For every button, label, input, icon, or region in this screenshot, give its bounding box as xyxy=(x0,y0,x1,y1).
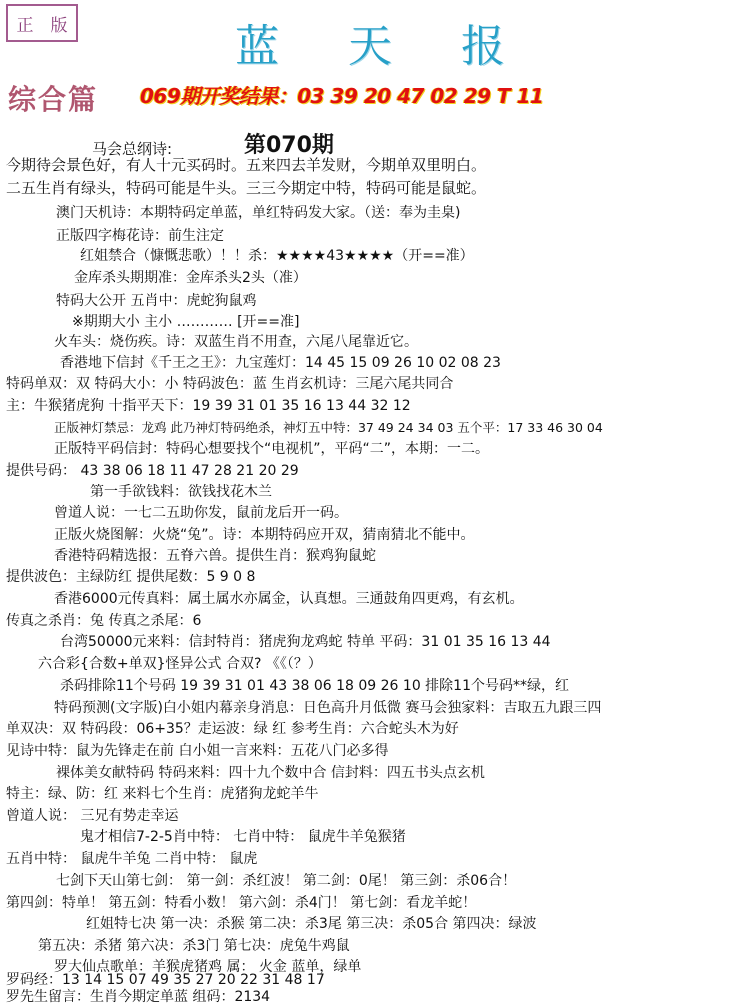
text-line: 红姐禁合（慷慨悲歌）！！杀：★★★★43★★★★（开==准） xyxy=(80,248,474,264)
text-line: ※期期大小 主小 ………… [开==准] xyxy=(72,314,300,330)
text-line: 正版神灯禁忌：龙鸡 此乃神灯特码绝杀，神灯五中特：37 49 24 34 03 五个平：17 33 46 30 04 xyxy=(54,420,603,435)
masthead-char-3: 报 xyxy=(461,21,505,72)
text-line: 香港地下信封《千王之王》：九宝莲灯：14 45 15 09 26 10 02 08 23 xyxy=(60,355,501,371)
text-line: 今期待会景色好，有人十元买码时。五来四去羊发财，今期单双里明白。 xyxy=(6,156,487,174)
text-line: 金库杀头期期准：金库杀头2头（准） xyxy=(74,270,307,286)
text-line: 提供号码： 43 38 06 18 11 47 28 21 20 29 xyxy=(6,463,299,479)
text-line: 罗先生留言：生肖今期定单蓝 组码：2134 xyxy=(6,989,271,1005)
text-line: 曾道人说：一七二五助你发，鼠前龙后开一码。 xyxy=(54,505,348,521)
text-line: 杀码排除11个号码 19 39 31 01 43 38 06 18 09 26 10 排除11个号码**绿，红 xyxy=(60,678,569,694)
text-line: 正版火烧图解：火烧“兔”。诗：本期特码应开双，猜南猜北不能中。 xyxy=(54,527,475,543)
text-line: 第一手欲钱料：欲钱找花木兰 xyxy=(90,484,272,500)
text-line: 特主：绿、防：红 来料七个生肖：虎猪狗龙蛇羊牛 xyxy=(6,786,319,802)
masthead-char-2: 天 xyxy=(348,21,392,72)
text-line: 正版特平码信封：特码心想要找个“电视机”，平码“二”，本期：一二。 xyxy=(54,441,490,457)
text-line: 曾道人说： 三兄有势走幸运 xyxy=(6,808,179,824)
masthead-title xyxy=(235,14,505,70)
text-line: 提供波色：主绿防红 提供尾数：5 9 0 8 xyxy=(6,569,256,585)
text-line: 鬼才相信7-2-5肖中特： 七肖中特： 鼠虎牛羊兔猴猪 xyxy=(80,829,406,845)
text-line: 第五决：杀猪 第六决：杀3门 第七决：虎兔牛鸡鼠 xyxy=(38,938,350,954)
text-line: 特码大公开 五肖中：虎蛇狗鼠鸡 xyxy=(56,293,257,309)
text-line: 主：牛猴猪虎狗 十指平天下：19 39 31 01 35 16 13 44 32 12 xyxy=(6,398,411,414)
draw-result-banner: 069期开奖结果：03 39 20 47 02 29 T 11 xyxy=(140,84,544,108)
text-line: 香港6000元传真料：属土属水亦属金，认真想。三通鼓角四更鸡，有玄机。 xyxy=(54,591,524,607)
masthead-char-1: 蓝 xyxy=(235,21,279,72)
text-line: 单双决：双 特码段：06+35？走运波：绿 红 参考生肖：六合蛇头木为好 xyxy=(6,721,459,737)
text-line: 七剑下天山第七剑： 第一剑：杀红波！ 第二剑：0尾！ 第三剑：杀06合！ xyxy=(56,873,517,889)
poem-title: 马会总纲诗: xyxy=(92,140,173,158)
text-line: 第四剑：特单！ 第五剑：特看小数！ 第六剑：杀4门！ 第七剑：看龙羊蛇！ xyxy=(6,895,477,911)
text-line: 传真之杀肖：兔 传真之杀尾：6 xyxy=(6,613,202,629)
text-line: 火车头：烧伤疾。诗：双蓝生肖不用查，六尾八尾靠近它。 xyxy=(54,334,418,350)
text-line: 特码单双：双 特码大小：小 特码波色：蓝 生肖玄机诗：三尾六尾共同合 xyxy=(6,376,454,392)
text-line: 香港特码精选报：五脊六兽。提供生肖：猴鸡狗鼠蛇 xyxy=(54,548,376,564)
text-line: 罗大仙点歌单：羊猴虎猪鸡 属： 火金 蓝单，绿单 xyxy=(54,959,362,975)
text-line: 正版四字梅花诗：前生注定 xyxy=(56,228,224,244)
text-line: 澳门天机诗：本期特码定单蓝，单红特码发大家。（送：奉为圭臬) xyxy=(56,205,461,221)
text-line: 五肖中特： 鼠虎牛羊兔 二肖中特： 鼠虎 xyxy=(6,851,258,867)
text-line: 裸体美女献特码 特码来料：四十九个数中合 信封料：四五书头点玄机 xyxy=(56,765,485,781)
text-line: 六合彩{合数+单双}怪异公式 合双? 《《（？） xyxy=(38,656,322,672)
text-line: 二五生肖有绿头，特码可能是牛头。三三今期定中特，特码可能是鼠蛇。 xyxy=(6,179,487,197)
section-title: 综合篇 xyxy=(8,83,99,116)
text-line: 罗码经：13 14 15 07 49 35 27 20 22 31 48 17 xyxy=(6,972,325,988)
badge-left-char: 正 xyxy=(16,15,34,36)
text-line: 见诗中特：鼠为先锋走在前 白小姐一言来料：五花八门必多得 xyxy=(6,743,389,759)
text-line: 台湾50000元来料：信封特肖：猪虎狗龙鸡蛇 特单 平码：31 01 35 16 13 44 xyxy=(60,634,551,650)
genuine-edition-badge xyxy=(6,4,78,42)
issue-number: 第070期 xyxy=(244,133,334,158)
text-line: 红姐特七决 第一决：杀猴 第二决：杀3尾 第三决：杀05合 第四决：绿波 xyxy=(86,916,537,932)
text-line: 特码预测(文字版)白小姐内幕亲身消息：日色高升月低微 赛马会独家料：吉取五九跟三四 xyxy=(54,700,602,716)
badge-right-char: 版 xyxy=(50,15,68,36)
